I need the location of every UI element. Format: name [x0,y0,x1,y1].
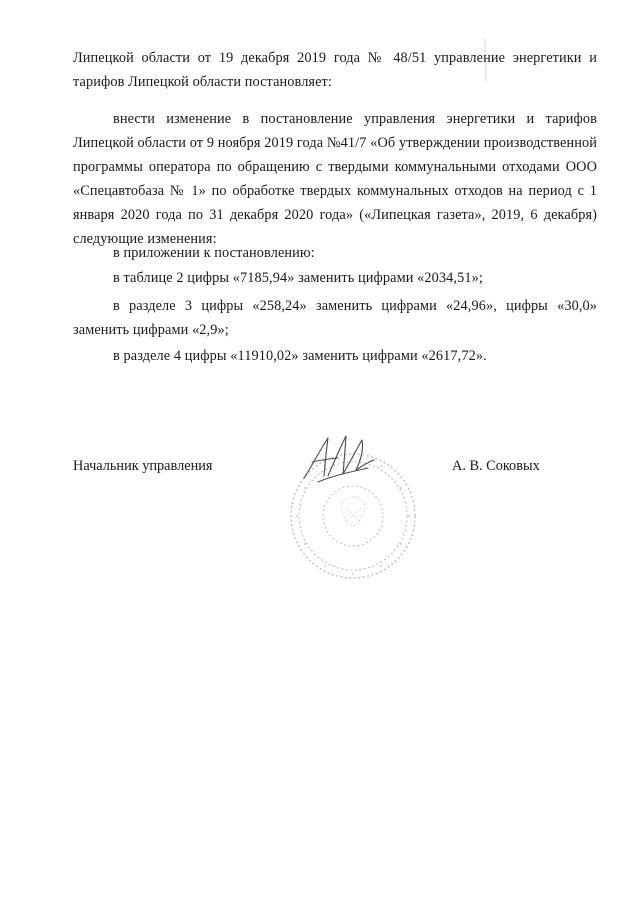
main-paragraph-block [73,107,597,251]
section3-change-line: в разделе 3 цифры «258,24» заменить цифрами «24,96», цифры «30,0» заменить цифрами «2,9»; [73,298,597,338]
intro-paragraph-block [73,46,597,94]
annex-line: в приложении к постановлению: [113,245,315,261]
main-paragraph: внести изменение в постановление управления энергетики и тарифов Липецкой области от 9 ноября 2019 года №41/7 «Об утверждении производственной программы оператора по обращению с твердыми коммунальными отходами ООО «Спецавтобаза № 1» по обработке твердых коммунальных отходов на период с 1 января 2020 года по 31 декабря 2020 года» («Липецкая газета», 2019, 6 декабря) следующие изменения: [73,111,597,247]
table2-change-line: в таблице 2 цифры «7185,94» заменить цифрами «2034,51»; [113,270,483,286]
handwritten-signature [298,432,382,492]
signer-name: А. В. Соковых [452,458,540,474]
section4-change-line: в разделе 4 цифры «11910,02» заменить цифрами «2617,72». [113,348,487,364]
intro-paragraph: Липецкой области от 19 декабря 2019 года № 48/51 управление энергетики и тарифов Липецкой области постановляет: [73,50,597,90]
section4-line-block [73,344,597,368]
section3-line-block [73,294,597,342]
table2-line-block [73,266,597,290]
signature-position-title: Начальник управления [73,458,213,474]
annex-line-block [73,241,597,265]
